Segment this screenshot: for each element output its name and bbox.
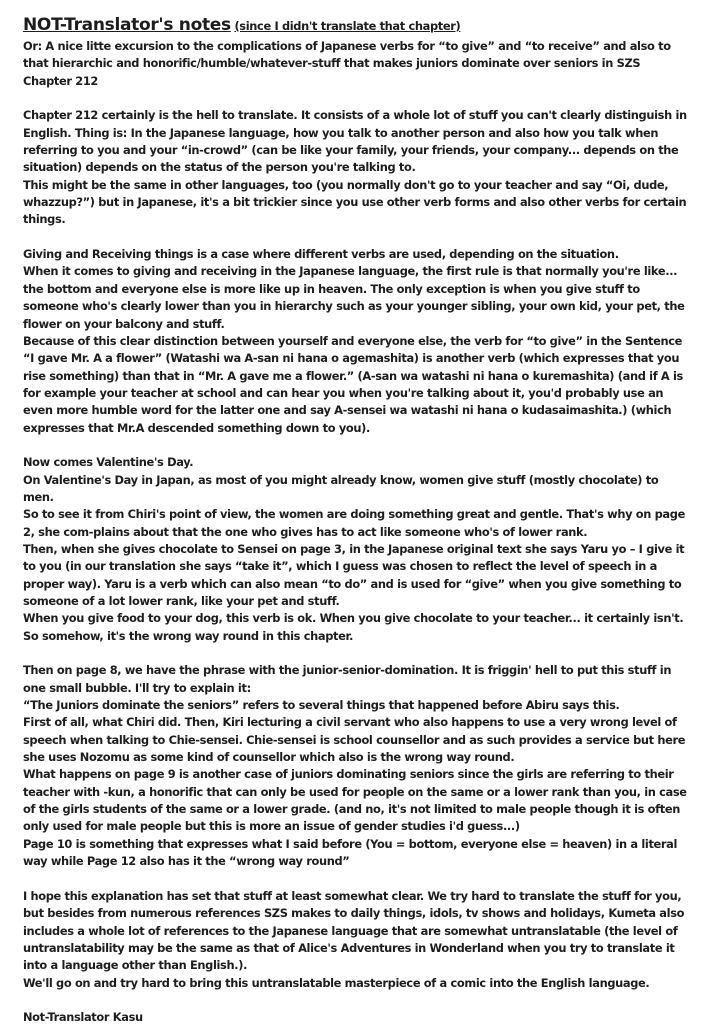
text-line: We'll go on and try hard to bring this untranslatable masterpiece of a comic into the English language. <box>23 975 650 990</box>
text-line: I hope this explanation has set that stuff at least somewhat clear. We try hard to translate the stuff for you, but besides from numerous references SZS makes to daily things, idols, tv shows and holidays, Kumeta also includes a whole lot of references to the Japanese language that are somewhat untranslatable (the level of untranslatability may be the same as that of Alice's Adventures in Wonderland when you try to translate it into a language other than English.). <box>23 888 685 973</box>
text-line: On Valentine's Day in Japan, as most of you might already know, women give stuff (mostly chocolate) to men. <box>23 472 659 504</box>
text-line: “The Juniors dominate the seniors” refers to several things that happened before Abiru says this. <box>23 698 620 713</box>
text-line: When you give food to your dog, this verb is ok. When you give chocolate to your teacher... it certainly isn't. <box>23 611 684 626</box>
text-line: Or: A nice litte excursion to the complications of Japanese verbs for “to give” and “to receive” and also to that hierarchic and honorific/humble/whatever-stuff that makes juniors dominate over seniors in SZS Chapter 212 <box>23 39 671 88</box>
page-title: NOT-Translator's notes <box>23 15 231 35</box>
header <box>23 15 688 37</box>
paragraph-closing <box>23 888 688 992</box>
text-line: Now comes Valentine's Day. <box>23 455 194 470</box>
paragraph-chapter-212 <box>23 107 688 228</box>
text-line: Chapter 212 certainly is the hell to translate. It consists of a whole lot of stuff you can't clearly distinguish in English. Thing is: In the Japanese language, how you talk to another person and also how you talk when referring to you and your “in-crowd” (can be like your family, your friends, your company... depends on the situation) depends on the status of the person you're talking to. <box>23 108 687 175</box>
paragraph-intro <box>23 38 688 90</box>
text-line: Giving and Receiving things is a case where different verbs are used, depending on the situation. <box>23 247 619 262</box>
paragraph-giving-receiving <box>23 246 688 437</box>
text-line: Page 10 is something that expresses what I said before (You = bottom, everyone else = heaven) in a literal way while Page 12 also has it the “wrong way round” <box>23 836 678 869</box>
text-line: Because of this clear distinction between yourself and everyone else, the verb for “to give” in the Sentence “I gave Mr. A a flower” (Watashi wa A-san ni hana o agemashita) is another verb (which expresses that you rise something) than that in “Mr. A gave me a flower.” (A-san wa watashi ni hana o kuremashita) (and if A is for example your teacher at school and can hear you when you're talking about it, you'd probably use an even more humble word for the latter one and say A-sensei wa watashi ni hana o kudasaimashita.) (which expresses that Mr.A descended something down to you). <box>23 333 683 435</box>
text-line: This might be the same in other languages, too (you normally don't go to your teacher and say “Oi, dude, whazzup?”) but in Japanese, it's a bit trickier since you use other verb forms and also other verbs for certain things. <box>23 177 687 227</box>
paragraph-valentines <box>23 454 688 645</box>
text-line: First of all, what Chiri did. Then, Kiri lecturing a civil servant who also happens to use a very wrong level of speech when talking to Chie-sensei. Chie-sensei is school counsellor and as such provides a service but here she uses Nozomu as some kind of counsellor which also is the wrong way round. <box>23 715 686 765</box>
paragraph-page-8 <box>23 662 688 870</box>
text-line: What happens on page 9 is another case of juniors dominating seniors since the girls are referring to their teacher with -kun, a honorific that can only be used for people on the same or a lower rank than you, in case of the girls students of the same or a lower grade. (and no, it's not limited to male people though it is often only used for male people but this is more an issue of gender studies i'd guess...) <box>23 767 687 834</box>
page-subtitle: (since I didn't translate that chapter) <box>234 19 461 33</box>
signature: Not-Translator Kasu <box>23 1010 143 1025</box>
text-line: Then on page 8, we have the phrase with the junior-senior-domination. It is friggin' hell to put this stuff in one small bubble. I'll try to explain it: <box>23 663 672 695</box>
text-line: So to see it from Chiri's point of view, the women are doing something great and gentle. That's why on page 2, she com-plains about that the one who gives has to act like someone who's of lower rank. <box>23 507 685 539</box>
text-line: When it comes to giving and receiving in the Japanese language, the first rule is that normally you're like... the bottom and everyone else is more like up in heaven. The only exception is when you give stuff to someone who's clearly lower than you in hierarchy such as your younger sibling, your own kid, your pet, the flower on your balcony and stuff. <box>23 264 685 331</box>
text-line: Then, when she gives chocolate to Sensei on page 3, in the Japanese original text she says Yaru yo – I give it to you (in our translation she says “take it”, which I guess was chosen to reflect the level of speech in a proper way). Yaru is a verb which can also mean “to do” and is used for “give” when you give something to someone of a lot lower rank, like your pet and stuff. <box>23 541 685 608</box>
text-line: So somehow, it's the wrong way round in this chapter. <box>23 628 354 643</box>
